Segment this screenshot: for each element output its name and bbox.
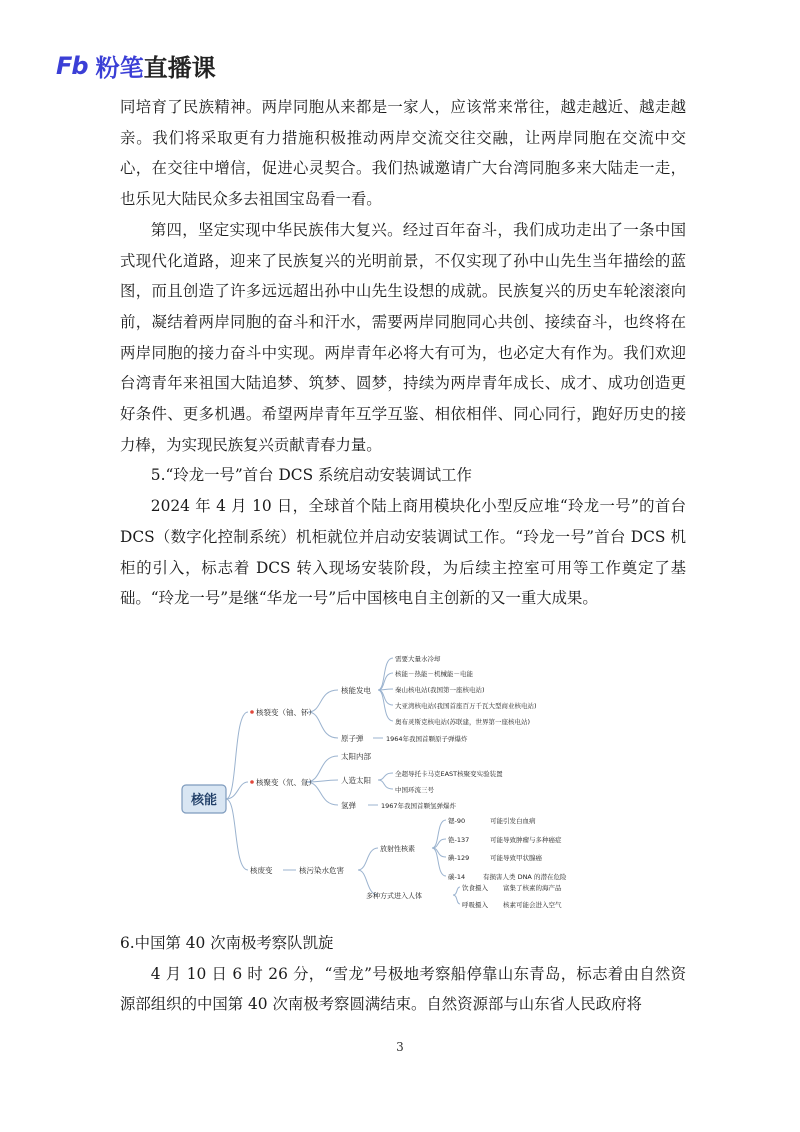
hbomb-note: 1967年我国首颗氢弹爆炸 [381,802,457,810]
radio-item: 碳-14 [448,873,466,881]
radio-effect: 可能导致甲状腺癌 [490,854,542,862]
brand-logo [56,48,216,83]
node-artificial-sun: 人造太阳 [341,776,371,785]
nuclear-energy-mindmap [178,642,588,914]
node-radionuclides: 放射性核素 [380,845,415,853]
paragraph-4: 4 月 10 日 6 时 26 分，“雪龙”号极地考察船停靠山东青岛，标志着由自然资源部组织的中国第 40 次南极考察圆满结束。自然资源部与山东省人民政府将 [120,964,686,1014]
brand-name [96,48,216,83]
artificial-item: 中国环流三号 [395,786,434,794]
brand-primary: 粉笔 [95,54,144,82]
radio-item: 碘-129 [448,854,470,862]
bullet-icon [250,780,254,784]
section-heading-6: 6.中国第 40 次南极考察队凯旋 [120,934,334,952]
power-item: 奥布灵斯克核电站(苏联建，世界第一座核电站) [395,718,531,726]
brand-secondary: 直播课 [143,54,216,82]
paragraph-1: 同培育了民族精神。两岸同胞从来都是一家人，应该常来常往，越走越近、越走越亲。我们将采取更有力措施积极推动两岸交流交往交融，让两岸同胞在交流中交心，在交往中增信，促进心灵契合。我们热诚邀请广大台湾同胞多来大陆走一走，也乐见大陆民众多去祖国宝岛看一看。 [120,98,686,209]
route-effect: 核素可能会进入空气 [503,901,562,909]
paragraph-3: 2024 年 4 月 10 日，全球首个陆上商用模块化小型反应堆“玲龙一号”的首台 DCS（数字化控制系统）机柜就位并启动安装调试工作。“玲龙一号”首台 DCS 机柜的引入，标志着 DCS 转入现场安装阶段，为后续主控室可用等工作奠定了基础。“玲龙一号”是继“华龙一号”后中国核电自主创新的又一重大成果。 [120,497,686,608]
bullet-icon [250,710,254,714]
power-item: 大亚湾核电站(我国首座百万千瓦大型商业核电站) [395,702,537,710]
route-item: 呼吸摄入 [462,901,488,909]
radio-effect: 可能引发白血病 [490,817,536,825]
paragraph-2: 第四，坚定实现中华民族伟大复兴。经过百年奋斗，我们成功走出了一条中国式现代化道路，迎来了民族复兴的光明前景，不仅实现了孙中山先生当年描绘的蓝图，而且创造了许多远远超出孙中山先生设想的成就。民族复兴的历史车轮滚滚向前，凝结着两岸同胞的奋斗和汗水，需要两岸同胞同心共创、接续奋斗，也终将在两岸同胞的接力奋斗中实现。两岸青年必将大有可为，也必定大有作为。我们欢迎台湾青年来祖国大陆追梦、筑梦、圆梦，持续为两岸青年成长、成才、成功创造更好条件、更多机遇。希望两岸青年互学互鉴、相依相伴、同心同行，跑好历史的接力棒，为实现民族复兴贡献青春力量。 [120,220,686,454]
node-bomb: 原子弹 [341,734,364,743]
node-waste: 核废变 [250,866,273,875]
power-item: 秦山核电站(我国第一座核电站) [395,686,485,694]
article-body-continued [120,928,686,1020]
radio-item: 锶-90 [448,817,466,825]
route-item: 饮食摄入 [462,884,488,892]
node-power: 核能发电 [341,686,371,695]
section-heading-5: 5.“玲龙一号”首台 DCS 系统启动安装调试工作 [150,466,472,485]
bomb-note: 1964年我国首颗原子弹爆炸 [386,735,468,743]
radio-effect: 可能导致肿瘤与多种癌症 [490,836,562,844]
fb-logo-icon: Fb [56,51,88,80]
page-number: 3 [396,1040,404,1054]
node-fusion: 核聚变（氘、氚） [256,778,316,787]
radio-item: 铯-137 [448,836,470,844]
node-sun: 太阳内部 [341,752,371,761]
artificial-item: 全超导托卡马克EAST核聚变实验装置 [395,770,503,778]
article-body [120,92,686,614]
route-effect: 富集了核素的海产品 [503,884,562,892]
radio-effect: 有损害人类 DNA 的潜在危险 [483,873,567,881]
node-routes: 多种方式进入人体 [366,892,422,900]
node-fission: 核裂变（铀、钚） [256,708,316,717]
power-item: 核能－热能－机械能－电能 [395,670,473,678]
node-hazard: 核污染水危害 [299,866,344,875]
node-hbomb: 氢弹 [341,801,356,810]
power-item: 需要大量水冷却 [395,655,441,663]
mindmap-root: 核能 [190,793,218,808]
